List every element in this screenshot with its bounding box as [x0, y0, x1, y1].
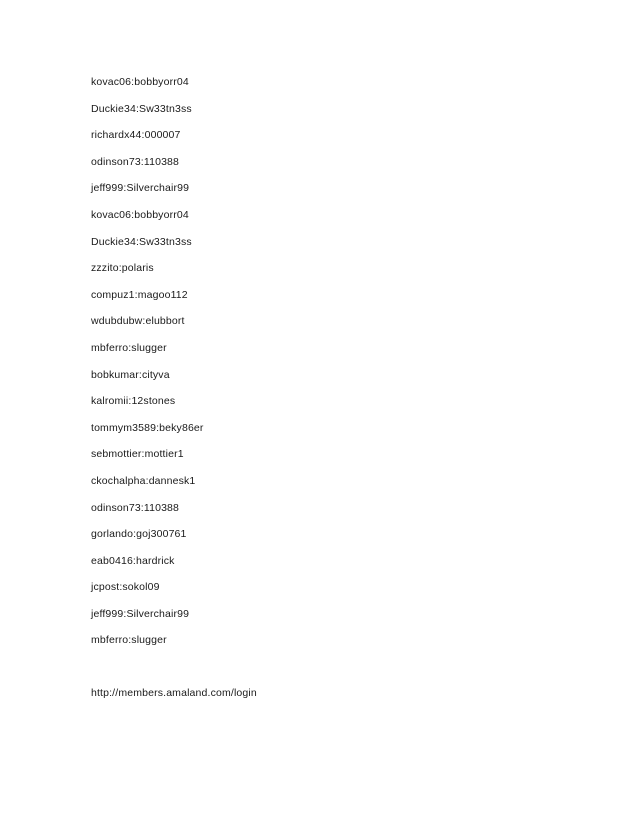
list-item: Duckie34:Sw33tn3ss [91, 235, 192, 248]
list-item: wdubdubw:elubbort [91, 315, 185, 328]
list-item: zzzito:polaris [91, 262, 154, 275]
credential-list [91, 75, 204, 660]
list-item: bobkumar:cityva [91, 368, 170, 381]
list-item: sebmottier:mottier1 [91, 448, 184, 461]
list-item: odinson73:110388 [91, 501, 180, 514]
list-item: mbferro:slugger [91, 634, 167, 647]
list-item: odinson73:110388 [91, 155, 180, 168]
list-item: jeff999:Silverchair99 [91, 182, 190, 195]
list-item: richardx44:000007 [91, 129, 181, 142]
url-text: http://members.amaland.com/login [91, 687, 257, 699]
list-item: mbferro:slugger [91, 341, 167, 354]
list-item: kovac06:bobbyorr04 [91, 76, 189, 88]
list-item: Duckie34:Sw33tn3ss [91, 102, 192, 115]
list-item: compuz1:magoo112 [91, 288, 188, 301]
list-item: ckochalpha:dannesk1 [91, 474, 196, 487]
list-item: kalromii:12stones [91, 395, 176, 408]
list-item: jcpost:sokol09 [91, 581, 160, 594]
list-item: eab0416:hardrick [91, 554, 175, 567]
list-item: gorlando:goj300761 [91, 528, 187, 541]
list-item: jeff999:Silverchair99 [91, 607, 190, 620]
list-item: tommym3589:beky86er [91, 421, 204, 434]
list-item: kovac06:bobbyorr04 [91, 208, 189, 221]
